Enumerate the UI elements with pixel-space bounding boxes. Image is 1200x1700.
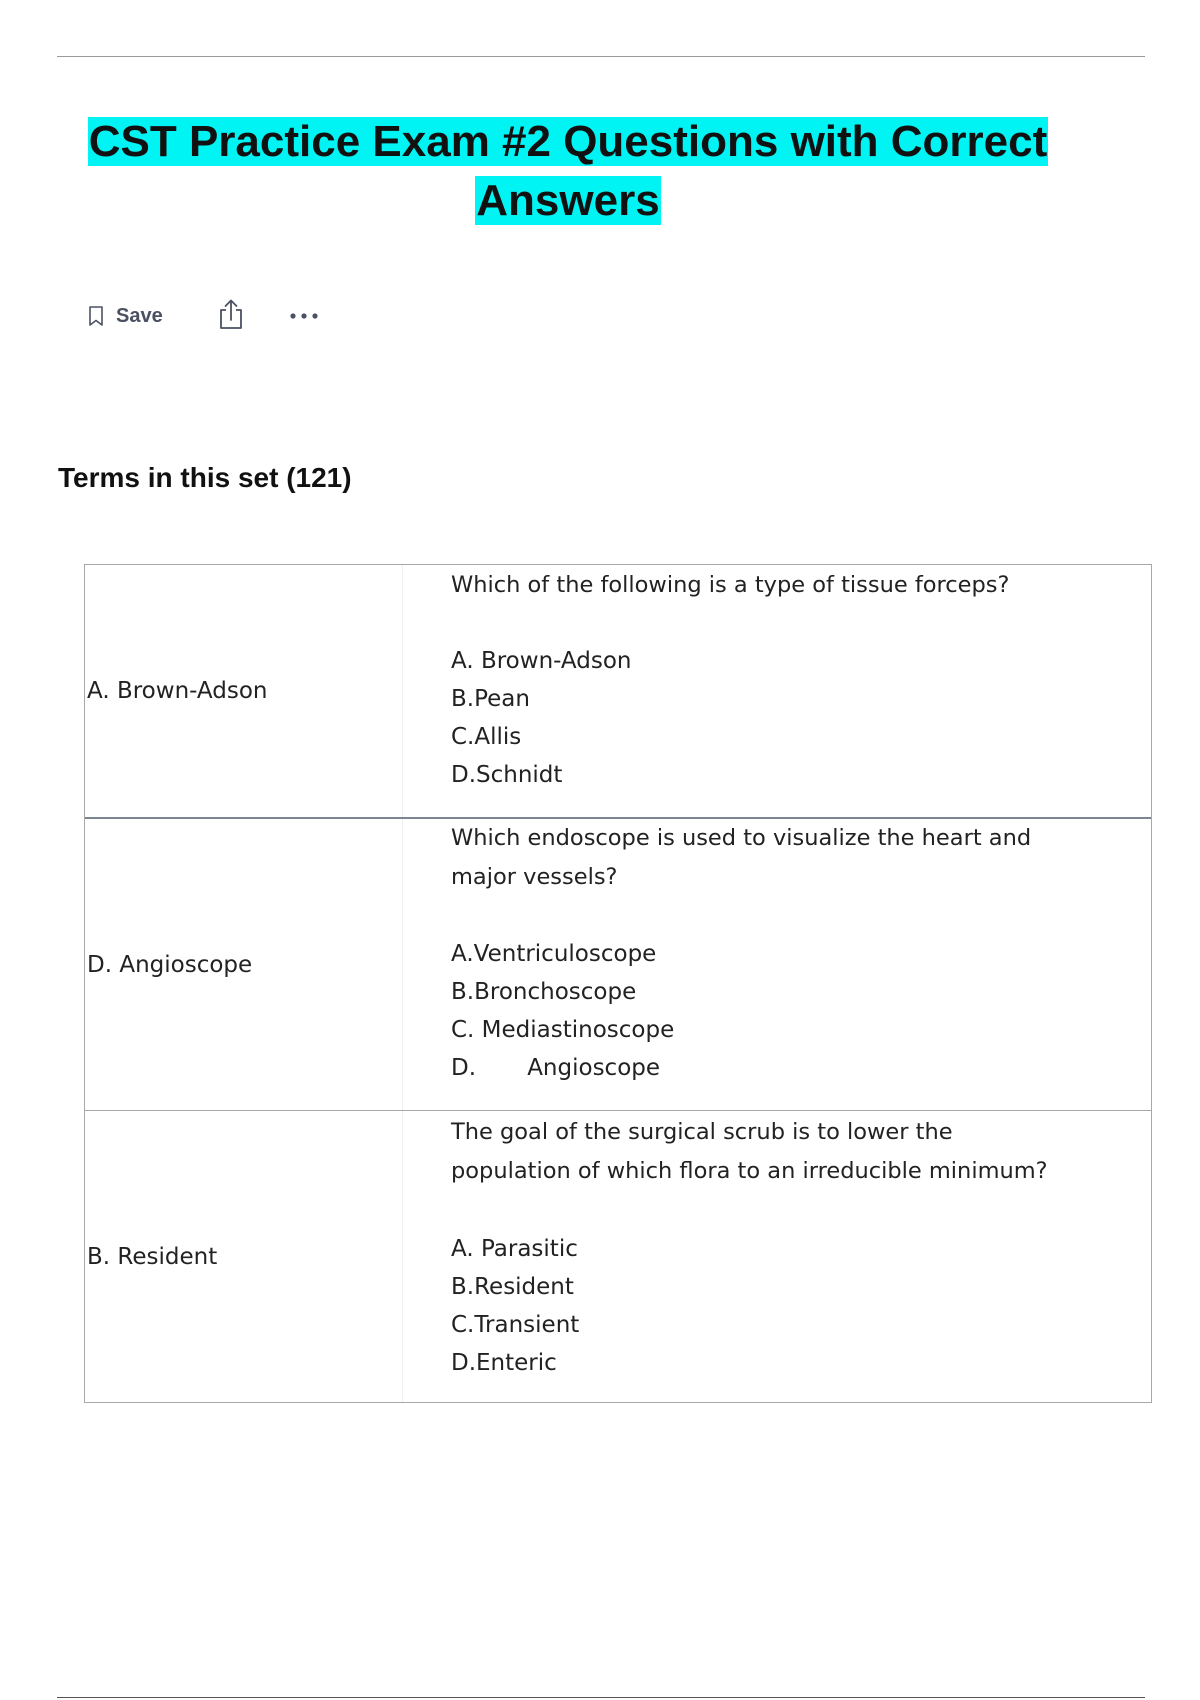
- flashcard-row: [85, 817, 1151, 1110]
- save-label: Save: [116, 304, 163, 327]
- more-options-icon: [289, 307, 319, 325]
- question-text: The goal of the surgical scrub is to lower the population of which flora to an irreducible minimum?: [451, 1119, 1048, 1184]
- term-cell: [85, 1111, 403, 1402]
- answer-options: [451, 642, 1151, 794]
- definition-cell: [403, 565, 1151, 817]
- term-cell: [85, 819, 403, 1110]
- terms-heading: Terms in this set (121): [58, 462, 352, 493]
- answer-options: [451, 935, 1151, 1087]
- definition-cell: [403, 1111, 1151, 1402]
- share-button[interactable]: [217, 298, 245, 335]
- option-item: D.Schnidt: [451, 762, 563, 788]
- term-cell: [85, 565, 403, 817]
- option-item: B.Bronchoscope: [451, 979, 637, 1005]
- question-text: Which endoscope is used to visualize the heart and major vessels?: [451, 825, 1032, 890]
- option-item: B.Pean: [451, 686, 530, 712]
- term-text: A. Brown-Adson: [87, 678, 268, 704]
- option-item: C.Transient: [451, 1312, 580, 1338]
- option-item: A. Brown-Adson: [451, 648, 632, 674]
- option-item: D.Enteric: [451, 1350, 557, 1376]
- bookmark-icon: [88, 305, 104, 327]
- action-toolbar: [88, 300, 319, 332]
- bottom-divider: [57, 1697, 1145, 1698]
- flashcard-row: [85, 565, 1151, 817]
- top-divider: [57, 56, 1145, 57]
- save-button[interactable]: [88, 305, 163, 328]
- question-text: Which of the following is a type of tissue forceps?: [451, 572, 1010, 598]
- more-options-button[interactable]: [289, 307, 319, 325]
- page-title: [58, 112, 1078, 230]
- option-item: A. Parasitic: [451, 1236, 578, 1262]
- flashcard-row: [85, 1110, 1151, 1402]
- definition-cell: [403, 819, 1151, 1110]
- term-text: D. Angioscope: [87, 951, 253, 978]
- option-item: D. Angioscope: [451, 1055, 661, 1081]
- option-item: C.Allis: [451, 724, 522, 750]
- flashcard-table: [84, 564, 1152, 1403]
- share-icon: [217, 298, 245, 335]
- answer-options: [451, 1230, 1151, 1382]
- option-item: B.Resident: [451, 1274, 574, 1300]
- term-text: B. Resident: [87, 1243, 218, 1270]
- option-item: C. Mediastinoscope: [451, 1017, 675, 1043]
- option-item: A.Ventriculoscope: [451, 941, 657, 967]
- title-highlight: CST Practice Exam #2 Questions with Correct Answers: [88, 117, 1048, 225]
